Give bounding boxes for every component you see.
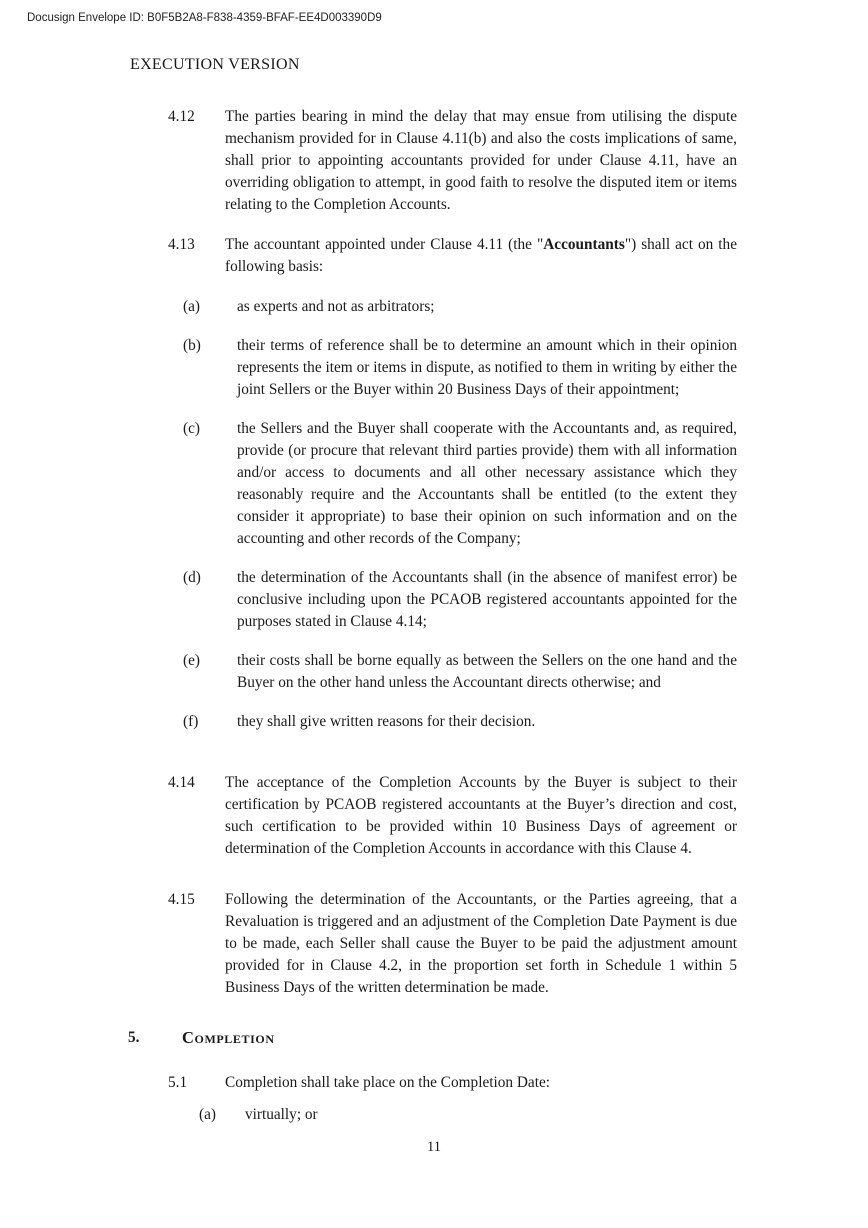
subclause-4-13-d: [0, 567, 737, 633]
subclause-label: (b): [183, 337, 201, 354]
clause-number: 4.13: [168, 236, 195, 253]
clause-number: 4.14: [168, 774, 195, 791]
subclause-label: (e): [183, 652, 200, 669]
section-number: 5.: [128, 1029, 140, 1046]
clause-text-pre: The accountant appointed under Clause 4.11 (the ": [225, 236, 544, 253]
subclause-text: the Sellers and the Buyer shall cooperate with the Accountants and, as required, provide (or procure that relevant third parties provide) them with all information and/or access to documents and all other necessary assistance which they reasonably require and the Accountants shall be entitled (to the extent they consider it appropriate) to base their opinion on such information and on the accounting and other records of the Company;: [237, 420, 737, 547]
subclause-5-1-a: [0, 1104, 737, 1126]
clause-text: The acceptance of the Completion Accounts by the Buyer is subject to their certification by PCAOB registered accountants at the Buyer’s direction and cost, such certification to be provided within 10 Business Days of agreement or determination of the Completion Accounts in accordance with this Clause 4.: [225, 774, 737, 857]
subclause-4-13-a: [0, 296, 737, 318]
clause-text: Following the determination of the Accountants, or the Parties agreeing, that a Revaluation is triggered and an adjustment of the Completion Date Payment is due to be made, each Seller shall cause the Buyer to be paid the adjustment amount provided for in Clause 4.2, in the proportion set forth in Schedule 1 within 5 Business Days of the written determination be made.: [225, 891, 737, 996]
clause-text-post: ") shall act on the following basis:: [225, 236, 737, 275]
clause-number: 4.15: [168, 891, 195, 908]
subclause-label: (c): [183, 420, 200, 437]
section-title: Completion: [182, 1028, 275, 1047]
subclause-text: their terms of reference shall be to determine an amount which in their opinion represents the item or items in dispute, as notified to them in writing by either the joint Sellers or the Buyer within 20 Business Days of their appointment;: [237, 337, 737, 398]
subclause-text: as experts and not as arbitrators;: [237, 298, 435, 315]
subclause-text: the determination of the Accountants shall (in the absence of manifest error) be conclusive including upon the PCAOB registered accountants appointed for the purposes stated in Clause 4.14;: [237, 569, 737, 630]
subclause-label: (a): [199, 1106, 216, 1123]
subclause-4-13-f: [0, 711, 737, 733]
subclause-4-13-c: [0, 418, 737, 550]
clause-4-14: [0, 772, 737, 860]
subclause-text: they shall give written reasons for their decision.: [237, 713, 536, 730]
clause-number: 5.1: [168, 1074, 188, 1091]
subclause-label: (f): [183, 713, 199, 730]
execution-version-label: EXECUTION VERSION: [130, 56, 300, 73]
clause-text: Completion shall take place on the Completion Date:: [225, 1074, 550, 1091]
clause-4-13: [0, 234, 737, 278]
subclause-label: (d): [183, 569, 201, 586]
clause-text: The parties bearing in mind the delay that may ensue from utilising the dispute mechanism provided for in Clause 4.11(b) and also the costs implications of same, shall prior to appointing accountants provided for under Clause 4.11, have an overriding obligation to attempt, in good faith to resolve the disputed item or items relating to the Completion Accounts.: [225, 108, 737, 213]
clause-number: 4.12: [168, 108, 195, 125]
page-number: 11: [427, 1139, 441, 1155]
subclause-4-13-b: [0, 335, 737, 401]
subclause-label: (a): [183, 298, 200, 315]
subclause-4-13-e: [0, 650, 737, 694]
subclause-text: virtually; or: [245, 1106, 318, 1123]
clause-4-15: [0, 889, 737, 999]
subclause-text: their costs shall be borne equally as between the Sellers on the one hand and the Buyer on the other hand unless the Accountant directs otherwise; and: [237, 652, 737, 691]
defined-term-accountants: Accountants: [543, 236, 625, 253]
clause-4-12: [0, 106, 737, 216]
docusign-envelope-id: Docusign Envelope ID: B0F5B2A8-F838-4359-BFAF-EE4D003390D9: [27, 12, 382, 24]
clause-5-1: [0, 1072, 737, 1094]
section-5-heading: [0, 1027, 737, 1050]
